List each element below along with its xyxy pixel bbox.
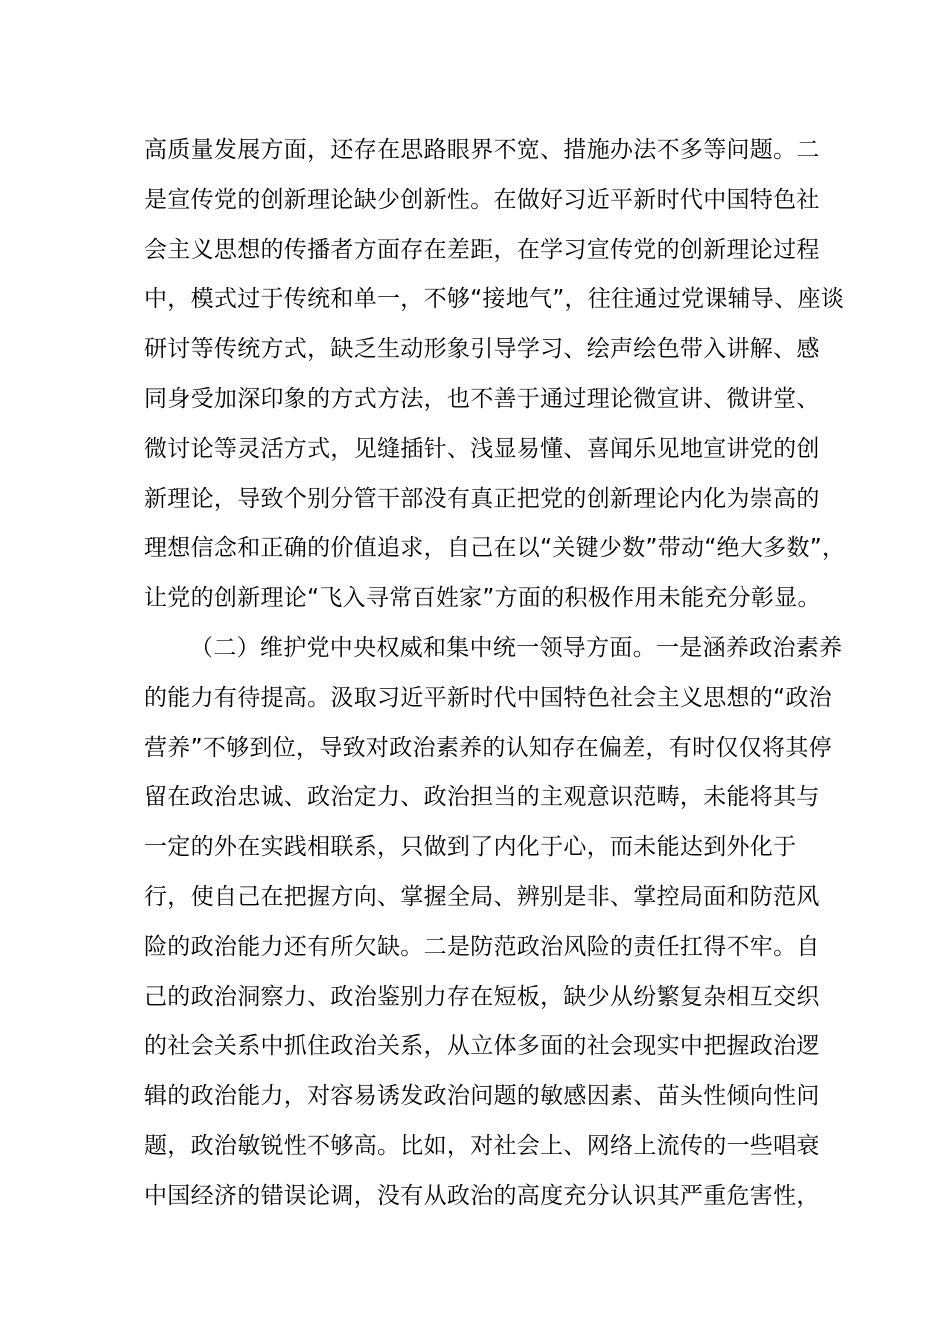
text-line: 辑的政治能力，对容易诱发政治问题的敏感因素、苗头性倾向性问 — [144, 1083, 820, 1110]
text-line: 行，使自己在把握方向、掌握全局、辨别是非、掌控局面和防范风 — [144, 883, 820, 910]
text-line: 的能力有待提高。汲取习近平新时代中国特色社会主义思想的“政治 — [144, 684, 832, 711]
text-line: 理想信念和正确的价值追求，自己在以“关键少数”带动“绝大多数”， — [144, 535, 846, 562]
text-line: 让党的创新理论“飞入寻常百姓家”方面的积极作用未能充分彰显。 — [144, 585, 821, 612]
text-line: 同身受加深印象的方式方法，也不善于通过理论微宣讲、微讲堂、 — [144, 385, 820, 412]
text-line: 新理论，导致个别分管干部没有真正把党的创新理论内化为崇高的 — [144, 485, 820, 512]
paragraph-start-line: （二）维护党中央权威和集中统一领导方面。一是涵养政治素养 — [190, 634, 843, 661]
text-line: 险的政治能力还有所欠缺。二是防范政治风险的责任扛得不牢。自 — [144, 933, 820, 960]
text-line: 题，政治敏锐性不够高。比如，对社会上、网络上流传的一些唱衰 — [144, 1132, 820, 1159]
text-line: 高质量发展方面，还存在思路眼界不宽、措施办法不多等问题。二 — [144, 137, 820, 163]
text-line: 己的政治洞察力、政治鉴别力存在短板，缺少从纷繁复杂相互交织 — [144, 983, 820, 1010]
text-line: 微讨论等灵活方式，见缝插针、浅显易懂、喜闻乐见地宣讲党的创 — [144, 435, 820, 462]
text-line: 一定的外在实践相联系，只做到了内化于心，而未能达到外化于 — [144, 834, 797, 861]
text-line: 会主义思想的传播者方面存在差距，在学习宣传党的创新理论过程 — [144, 236, 820, 263]
document-body — [144, 126, 846, 1222]
text-line: 中，模式过于传统和单一，不够“接地气”，往往通过党课辅导、座谈 — [144, 286, 845, 313]
text-line: 营养”不够到位，导致对政治素养的认知存在偏差，有时仅仅将其停 — [144, 734, 832, 761]
text-line: 研讨等传统方式，缺乏生动形象引导学习、绘声绘色带入讲解、感 — [144, 336, 820, 363]
text-line: 中国经济的错误论调，没有从政治的高度充分认识其严重危害性， — [144, 1182, 820, 1209]
text-line: 的社会关系中抓住政治关系，从立体多面的社会现实中把握政治逻 — [144, 1033, 820, 1060]
text-line: 留在政治忠诚、政治定力、政治担当的主观意识范畴，未能将其与 — [144, 784, 820, 811]
text-line: 是宣传党的创新理论缺少创新性。在做好习近平新时代中国特色社 — [144, 186, 820, 213]
